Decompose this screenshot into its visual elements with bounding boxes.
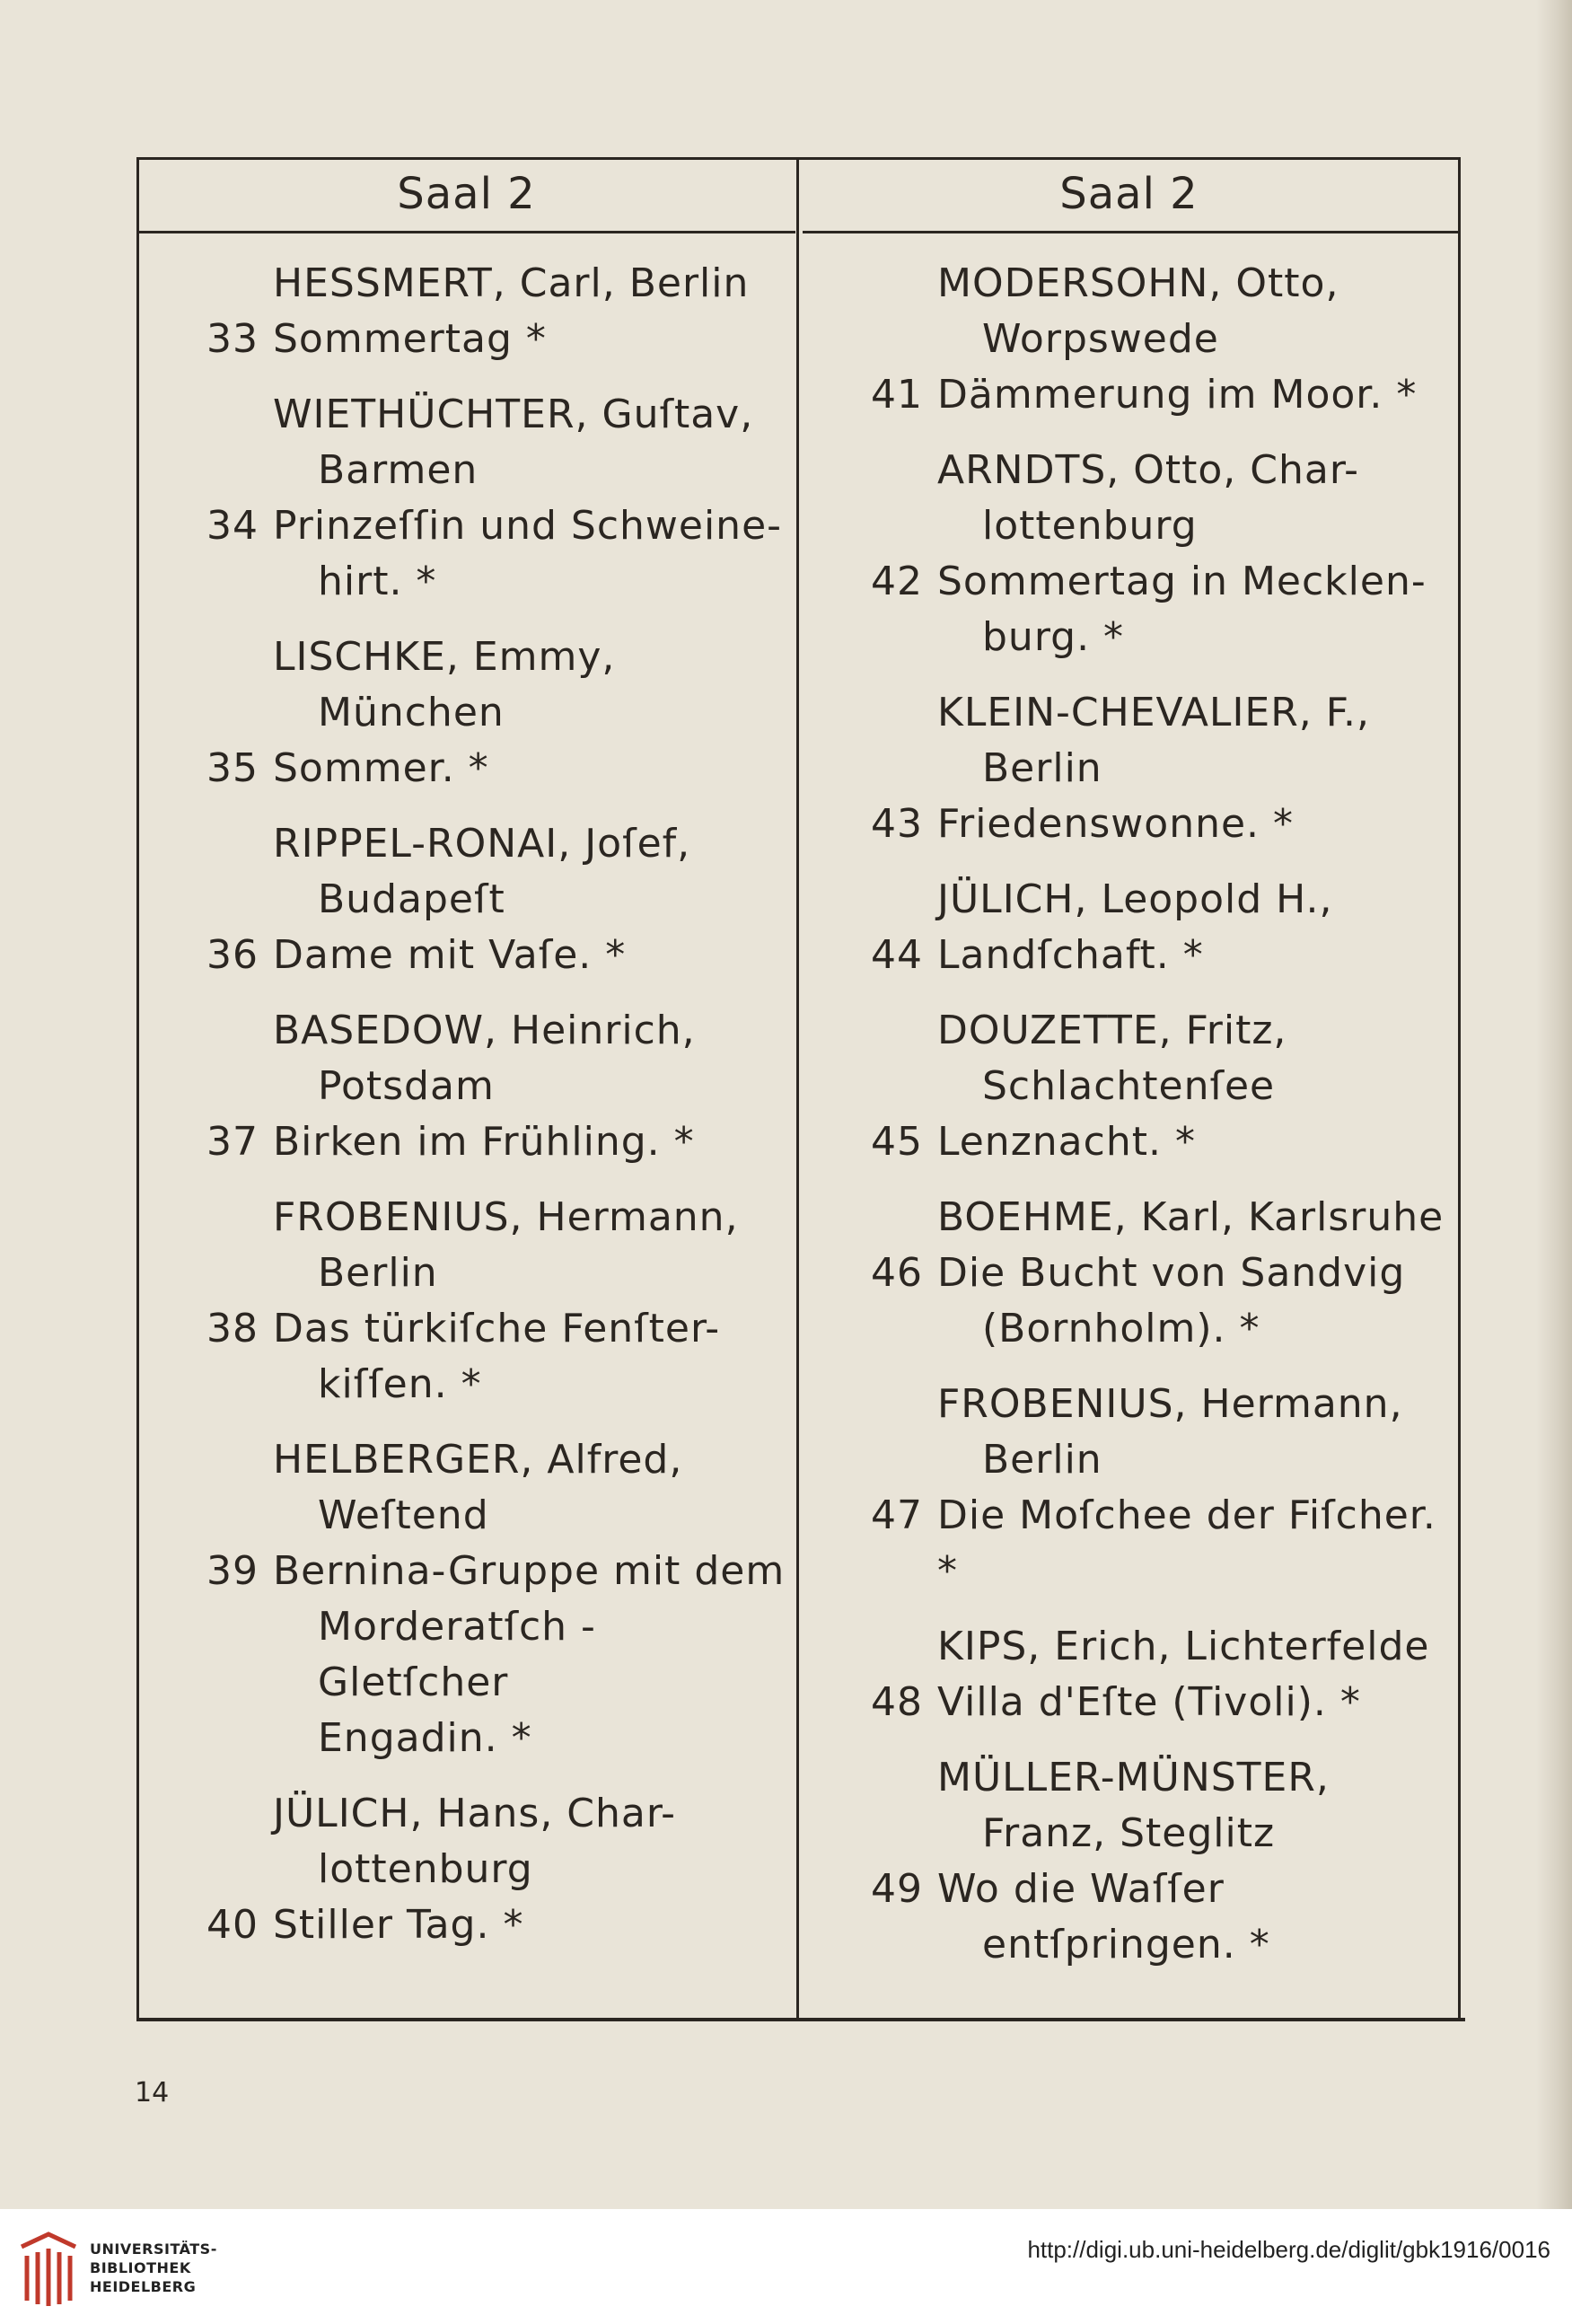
artwork <box>136 741 796 797</box>
artist-line: ARNDTS, Otto, Char- <box>937 447 1359 493</box>
artist-line: FROBENIUS, Hermann, <box>273 1194 739 1240</box>
artist-line: Berlin <box>982 1437 1102 1483</box>
entry-gap <box>136 1766 796 1786</box>
artwork <box>801 1675 1461 1730</box>
catalog-number: 46 <box>871 1250 923 1296</box>
catalog-number: 34 <box>206 503 259 549</box>
artist-line: MODERSOHN, Otto, <box>937 260 1339 306</box>
catalog-number: 48 <box>871 1679 923 1725</box>
artwork-title-line: hirt. * <box>318 559 437 604</box>
entry-gap <box>801 1730 1461 1750</box>
catalog-number: 35 <box>206 745 259 791</box>
artwork-title-line: Birken im Frühling. * <box>273 1119 695 1165</box>
entry-gap <box>801 1170 1461 1190</box>
entry-gap <box>801 1599 1461 1619</box>
catalog-number: 47 <box>871 1492 923 1538</box>
artist-line: Schlachtenſee <box>982 1063 1276 1109</box>
artwork-title-line: (Bornholm). * <box>982 1306 1260 1351</box>
artwork <box>136 498 796 610</box>
artwork-title-line: Sommer. * <box>273 745 489 791</box>
artwork-title-line: Die Bucht von Sandvig <box>937 1250 1406 1296</box>
artwork-title-line: Die Moſchee der Fiſcher. * <box>937 1492 1436 1594</box>
library-logo-icon <box>16 2229 81 2308</box>
artist-line: FROBENIUS, Hermann, <box>937 1381 1403 1427</box>
artist-name <box>136 1786 796 1897</box>
artwork-title-line: Landſchaft. * <box>937 932 1204 978</box>
artwork-title-line: Sommertag * <box>273 316 547 362</box>
header-rule-right <box>803 231 1461 233</box>
catalog-entry <box>136 816 796 983</box>
artwork <box>136 1114 796 1170</box>
artwork <box>801 928 1461 983</box>
catalog-entry <box>136 1190 796 1413</box>
catalog-number: 44 <box>871 932 923 978</box>
artist-line: Budapeſt <box>318 876 505 922</box>
artist-name <box>136 629 796 741</box>
artist-name <box>801 443 1461 554</box>
library-line: UNIVERSITÄTS- <box>90 2240 217 2258</box>
artist-name <box>801 1750 1461 1862</box>
artist-name <box>801 872 1461 928</box>
artist-name <box>801 256 1461 367</box>
footer-bar <box>0 2209 1572 2324</box>
artwork <box>136 928 796 983</box>
artist-line: Potsdam <box>318 1063 495 1109</box>
catalog-entry <box>801 1377 1461 1599</box>
header-rule-left <box>136 231 795 233</box>
artwork-title-line: Prinzeſſin und Schweine- <box>273 503 783 549</box>
catalog-entry <box>136 1003 796 1170</box>
catalog-number: 49 <box>871 1866 923 1912</box>
artist-name <box>801 1377 1461 1488</box>
artist-line: HESSMERT, Carl, Berlin <box>273 260 750 306</box>
page-edge-shadow <box>1536 0 1572 2209</box>
catalog-entry <box>801 1619 1461 1730</box>
artwork <box>801 367 1461 423</box>
entry-gap <box>136 1413 796 1432</box>
artist-line: lottenburg <box>318 1846 533 1892</box>
artwork-title-line: Das türkiſche Fenſter- <box>273 1306 721 1351</box>
artist-line: Franz, Steglitz <box>982 1810 1276 1856</box>
artist-line: BOEHME, Karl, Karlsruhe <box>937 1194 1445 1240</box>
artist-name <box>801 685 1461 797</box>
artist-line: lottenburg <box>982 503 1198 549</box>
right-column-header: Saal 2 <box>1059 169 1199 219</box>
catalog-number: 36 <box>206 932 259 978</box>
artist-name <box>136 387 796 498</box>
catalog-number: 42 <box>871 559 923 604</box>
catalog-number: 40 <box>206 1902 259 1948</box>
artist-line: BASEDOW, Heinrich, <box>273 1008 696 1053</box>
right-column <box>801 256 1461 1973</box>
artwork-title-line: Friedenswonne. * <box>937 801 1295 847</box>
artwork-title-line: Dame mit Vaſe. * <box>273 932 627 978</box>
artwork-title-line: Lenznacht. * <box>937 1119 1196 1165</box>
catalog-number: 37 <box>206 1119 259 1165</box>
artist-line: KLEIN-CHEVALIER, F., <box>937 690 1370 735</box>
artwork-title-line: Bernina-Gruppe mit dem <box>273 1548 786 1594</box>
artwork-title-line: Wo die Waſſer <box>937 1866 1225 1912</box>
artist-name <box>136 1003 796 1114</box>
artwork-title-line: Villa d'Eſte (Tivoli). * <box>937 1679 1361 1725</box>
entry-gap <box>136 610 796 629</box>
artist-line: Worpswede <box>982 316 1219 362</box>
artwork-title-line: entſpringen. * <box>982 1922 1270 1967</box>
artist-line: München <box>318 690 505 735</box>
artist-line: DOUZETTE, Fritz, <box>937 1008 1287 1053</box>
catalog-entry <box>801 872 1461 983</box>
artist-line: MÜLLER-MÜNSTER, <box>937 1755 1330 1800</box>
artist-line: Weſtend <box>318 1492 489 1538</box>
artist-name <box>136 1190 796 1301</box>
artwork-title-line: Sommertag in Mecklen- <box>937 559 1427 604</box>
library-line: BIBLIOTHEK <box>90 2259 191 2276</box>
catalog-entry <box>136 387 796 610</box>
catalog-entry <box>136 256 796 367</box>
artwork-title-line: burg. * <box>982 614 1125 660</box>
artist-name <box>801 1619 1461 1675</box>
catalog-number: 43 <box>871 801 923 847</box>
artist-line: Berlin <box>318 1250 438 1296</box>
artwork <box>801 1862 1461 1973</box>
artist-name <box>136 1432 796 1544</box>
artwork-title-line: Dämmerung im Moor. * <box>937 372 1418 418</box>
left-column <box>136 256 796 1953</box>
catalog-entry <box>801 1003 1461 1170</box>
source-url[interactable]: http://digi.ub.uni-heidelberg.de/diglit/gbk1916/0016 <box>1027 2236 1550 2263</box>
catalog-number: 45 <box>871 1119 923 1165</box>
catalog-entry <box>801 443 1461 665</box>
catalog-number: 41 <box>871 372 923 418</box>
library-name <box>90 2240 217 2296</box>
artwork <box>136 1897 796 1953</box>
catalog-number: 38 <box>206 1306 259 1351</box>
entry-gap <box>136 1170 796 1190</box>
entry-gap <box>136 797 796 816</box>
artwork <box>136 1544 796 1766</box>
catalog-entry <box>136 629 796 797</box>
catalog-number: 39 <box>206 1548 259 1594</box>
catalog-number: 33 <box>206 316 259 362</box>
artwork-title-line: Stiller Tag. * <box>273 1902 524 1948</box>
entry-gap <box>136 983 796 1003</box>
entry-gap <box>801 423 1461 443</box>
artist-name <box>136 816 796 928</box>
table-bottom-rule <box>136 2018 1465 2021</box>
artist-name <box>801 1190 1461 1246</box>
entry-gap <box>136 367 796 387</box>
artist-line: JÜLICH, Hans, Char- <box>273 1791 677 1836</box>
left-column-header: Saal 2 <box>397 169 536 219</box>
artist-name <box>136 256 796 312</box>
catalog-entry <box>801 1750 1461 1973</box>
page-number: 14 <box>135 2077 170 2108</box>
entry-gap <box>801 852 1461 872</box>
artwork-title-line: Engadin. * <box>318 1715 532 1761</box>
artwork-title-line: Morderatſch - Gletſcher <box>318 1604 596 1705</box>
artwork <box>801 1246 1461 1357</box>
column-divider-rule <box>796 157 799 2020</box>
entry-gap <box>801 1357 1461 1377</box>
artist-line: LISCHKE, Emmy, <box>273 634 616 680</box>
artwork <box>136 312 796 367</box>
artwork <box>801 1488 1461 1599</box>
artwork-title-line: kiſſen. * <box>318 1361 482 1407</box>
catalog-entry <box>136 1432 796 1766</box>
catalog-entry <box>136 1786 796 1953</box>
artist-line: WIETHÜCHTER, Guſtav, <box>273 392 754 437</box>
artist-line: RIPPEL-RONAI, Joſef, <box>273 821 691 867</box>
artist-line: HELBERGER, Alfred, <box>273 1437 683 1483</box>
artist-line: KIPS, Erich, Lichterfelde <box>937 1624 1430 1669</box>
catalog-entry <box>801 1190 1461 1357</box>
catalog-entry <box>801 256 1461 423</box>
artist-line: JÜLICH, Leopold H., <box>937 876 1333 922</box>
catalog-entry <box>801 685 1461 852</box>
artwork <box>136 1301 796 1413</box>
artist-line: Barmen <box>318 447 479 493</box>
artwork <box>801 1114 1461 1170</box>
entry-gap <box>801 665 1461 685</box>
entry-gap <box>801 983 1461 1003</box>
artist-name <box>801 1003 1461 1114</box>
catalog-table <box>136 157 1465 2025</box>
artwork <box>801 797 1461 852</box>
artwork <box>801 554 1461 665</box>
library-line: HEIDELBERG <box>90 2278 197 2295</box>
artist-line: Berlin <box>982 745 1102 791</box>
